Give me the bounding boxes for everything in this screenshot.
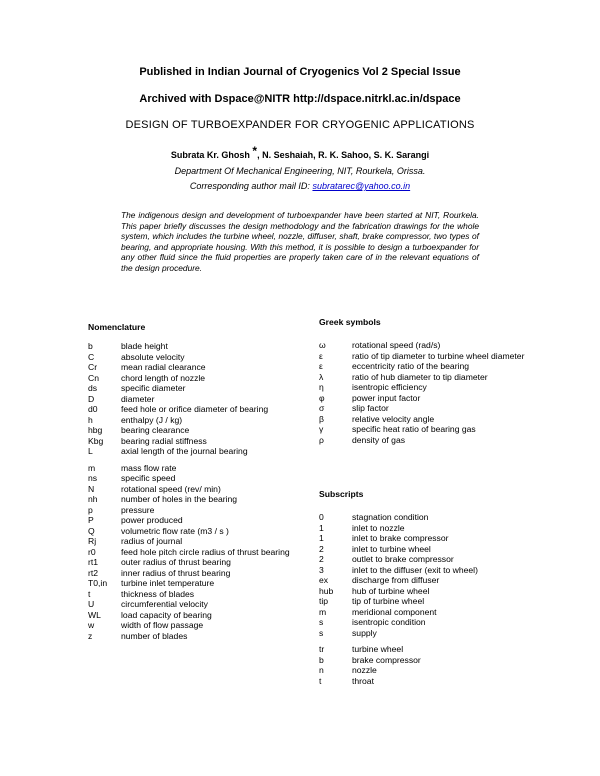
publication-line: Published in Indian Journal of Cryogenics Vol 2 Special Issue bbox=[139, 66, 461, 78]
definition: specific heat ratio of bearing gas bbox=[352, 424, 476, 434]
definition: pressure bbox=[121, 504, 155, 515]
symbol: w bbox=[88, 620, 95, 630]
definition: blade height bbox=[121, 341, 168, 351]
definition: circumferential velocity bbox=[121, 599, 208, 609]
nomenclature-row bbox=[88, 341, 321, 352]
definition: turbine inlet temperature bbox=[121, 578, 215, 588]
greek-list bbox=[319, 340, 532, 445]
nomenclature-row bbox=[88, 547, 321, 558]
subscripts-row bbox=[319, 554, 532, 565]
symbol: ρ bbox=[319, 434, 324, 445]
definition: meridional component bbox=[352, 606, 437, 617]
nomenclature-row bbox=[88, 394, 321, 405]
definition: tip of turbine wheel bbox=[352, 596, 425, 606]
definition: isentropic condition bbox=[352, 617, 426, 627]
definition: outlet to brake compressor bbox=[352, 554, 454, 564]
nomenclature-row bbox=[88, 362, 321, 373]
nomenclature-row bbox=[88, 610, 321, 621]
definition: throat bbox=[352, 675, 374, 686]
symbol: m bbox=[88, 462, 96, 473]
greek-row bbox=[319, 361, 532, 372]
definition: discharge from diffuser bbox=[352, 575, 440, 585]
definition: nozzle bbox=[352, 665, 377, 675]
definition: feed hole pitch circle radius of thrust bearing bbox=[121, 546, 290, 557]
definition: eccentricity ratio of the bearing bbox=[352, 361, 470, 371]
symbol: t bbox=[319, 675, 322, 686]
symbol: Cr bbox=[88, 362, 98, 372]
symbol: ε bbox=[319, 361, 323, 371]
greek-heading: Greek symbols bbox=[319, 317, 381, 327]
symbol: γ bbox=[319, 424, 324, 434]
definition: load capacity of bearing bbox=[121, 609, 212, 620]
definition: supply bbox=[352, 627, 377, 638]
greek-row bbox=[319, 351, 532, 362]
symbol: 1 bbox=[319, 533, 324, 543]
email-link[interactable]: subratarec@yahoo.co.in bbox=[312, 181, 411, 191]
definition: volumetric flow rate (m3 / s ) bbox=[121, 525, 229, 536]
corresponding-author bbox=[0, 181, 600, 191]
symbol: hbg bbox=[88, 425, 103, 435]
definition: inlet to nozzle bbox=[352, 522, 405, 533]
symbol: ds bbox=[88, 383, 98, 393]
symbol: U bbox=[88, 599, 95, 609]
symbol: p bbox=[88, 504, 93, 515]
subscripts-row bbox=[319, 523, 532, 534]
symbol: WL bbox=[88, 609, 101, 620]
subscripts-row bbox=[319, 644, 532, 655]
symbol: 1 bbox=[319, 522, 324, 533]
symbol: r0 bbox=[88, 546, 96, 557]
subscripts-row bbox=[319, 596, 532, 607]
definition: hub of turbine wheel bbox=[352, 585, 430, 596]
definition: rotational speed (rev/ min) bbox=[121, 483, 221, 494]
definition: radius of journal bbox=[121, 536, 183, 546]
nomenclature-row bbox=[88, 578, 321, 589]
nomenclature-row bbox=[88, 415, 321, 426]
greek-row bbox=[319, 382, 532, 393]
nomenclature-row bbox=[88, 557, 321, 568]
symbol: nh bbox=[88, 494, 98, 504]
nomenclature-row bbox=[88, 473, 321, 484]
symbol: ε bbox=[319, 350, 323, 361]
subscripts-row bbox=[319, 586, 532, 597]
definition: width of flow passage bbox=[121, 620, 204, 630]
symbol: L bbox=[88, 446, 93, 456]
symbol: η bbox=[319, 382, 324, 392]
symbol: h bbox=[88, 414, 93, 425]
symbol: Rj bbox=[88, 536, 97, 546]
symbol: d0 bbox=[88, 404, 98, 414]
definition: bearing radial stiffness bbox=[121, 435, 207, 446]
definition: stagnation condition bbox=[352, 512, 429, 522]
symbol: tr bbox=[319, 644, 325, 654]
nomenclature-row bbox=[88, 568, 321, 579]
definition: isentropic efficiency bbox=[352, 382, 427, 392]
subscripts-row bbox=[319, 575, 532, 586]
symbol: N bbox=[88, 483, 95, 494]
definition: feed hole or orifice diameter of bearing bbox=[121, 404, 269, 414]
definition: turbine wheel bbox=[352, 644, 404, 654]
subscripts-row bbox=[319, 533, 532, 544]
definition: power input factor bbox=[352, 392, 421, 403]
nomenclature-row bbox=[88, 599, 321, 610]
definition: density of gas bbox=[352, 434, 406, 445]
nomenclature-row bbox=[88, 526, 321, 537]
authors-line bbox=[0, 144, 600, 161]
authors-first: Subrata Kr. Ghosh bbox=[170, 150, 250, 160]
nomenclature-row bbox=[88, 631, 321, 642]
definition: inlet to brake compressor bbox=[352, 533, 449, 543]
subscripts-list bbox=[319, 512, 532, 686]
subscripts-row bbox=[319, 565, 532, 576]
symbol: D bbox=[88, 393, 95, 404]
symbol: Kbg bbox=[88, 435, 104, 446]
symbol: λ bbox=[319, 371, 324, 382]
subscripts-row bbox=[319, 655, 532, 666]
nomenclature-row bbox=[88, 515, 321, 526]
subscripts-heading: Subscripts bbox=[319, 489, 364, 499]
symbol: 2 bbox=[319, 554, 324, 564]
definition: mass flow rate bbox=[121, 462, 177, 473]
greek-row bbox=[319, 424, 532, 435]
symbol: Q bbox=[88, 525, 95, 536]
greek-row bbox=[319, 435, 532, 446]
definition: ratio of tip diameter to turbine wheel diameter bbox=[352, 350, 525, 361]
nomenclature-row bbox=[88, 620, 321, 631]
nomenclature-row bbox=[88, 404, 321, 415]
subscripts-row bbox=[319, 544, 532, 555]
definition: specific speed bbox=[121, 473, 176, 483]
symbol: 0 bbox=[319, 512, 324, 522]
symbol: s bbox=[319, 627, 324, 638]
symbol: hub bbox=[319, 585, 334, 596]
definition: number of holes in the bearing bbox=[121, 494, 238, 504]
subscripts-row bbox=[319, 617, 532, 628]
symbol: t bbox=[88, 588, 91, 599]
nomenclature-row bbox=[88, 383, 321, 394]
definition: diameter bbox=[121, 393, 155, 404]
subscripts-row bbox=[319, 665, 532, 676]
definition: chord length of nozzle bbox=[121, 372, 206, 383]
symbol: z bbox=[88, 630, 93, 641]
archive-line: Archived with Dspace@NITR http://dspace.nitrkl.ac.in/dspace bbox=[139, 93, 461, 105]
definition: outer radius of thrust bearing bbox=[121, 557, 231, 567]
greek-row bbox=[319, 393, 532, 404]
definition: rotational speed (rad/s) bbox=[352, 340, 441, 350]
subscripts-row bbox=[319, 676, 532, 687]
definition: power produced bbox=[121, 515, 183, 525]
symbol: C bbox=[88, 351, 95, 362]
symbol: 2 bbox=[319, 543, 324, 554]
symbol: P bbox=[88, 515, 94, 525]
nomenclature-row bbox=[88, 373, 321, 384]
symbol: m bbox=[319, 606, 327, 617]
greek-row bbox=[319, 414, 532, 425]
nomenclature-row bbox=[88, 352, 321, 363]
definition: inlet to the diffuser (exit to wheel) bbox=[352, 564, 478, 575]
author-asterisk: * bbox=[252, 144, 258, 158]
nomenclature-row bbox=[88, 536, 321, 547]
definition: axial length of the journal bearing bbox=[121, 446, 248, 456]
symbol: ex bbox=[319, 575, 329, 585]
definition: ratio of hub diameter to tip diameter bbox=[352, 371, 488, 382]
definition: brake compressor bbox=[352, 654, 421, 665]
definition: thickness of blades bbox=[121, 588, 195, 599]
greek-row bbox=[319, 340, 532, 351]
symbol: tip bbox=[319, 596, 329, 606]
nomenclature-heading: Nomenclature bbox=[88, 322, 146, 332]
definition: inlet to turbine wheel bbox=[352, 543, 431, 554]
definition: number of blades bbox=[121, 630, 188, 641]
nomenclature-row bbox=[88, 425, 321, 436]
symbol: ω bbox=[319, 340, 326, 350]
symbol: ns bbox=[88, 473, 98, 483]
symbol: rt1 bbox=[88, 557, 99, 567]
greek-row bbox=[319, 403, 532, 414]
nomenclature-row bbox=[88, 446, 321, 457]
symbol: σ bbox=[319, 403, 325, 413]
nomenclature-row bbox=[88, 436, 321, 447]
definition: slip factor bbox=[352, 403, 389, 413]
symbol: n bbox=[319, 665, 324, 675]
symbol: b bbox=[88, 341, 93, 351]
symbol: 3 bbox=[319, 564, 324, 575]
department: Department Of Mechanical Engineering, NIT, Rourkela, Orissa. bbox=[174, 166, 426, 176]
definition: inner radius of thrust bearing bbox=[121, 567, 231, 578]
nomenclature-row bbox=[88, 463, 321, 474]
symbol: s bbox=[319, 617, 324, 627]
symbol: rt2 bbox=[88, 567, 99, 578]
subscripts-row bbox=[319, 512, 532, 523]
nomenclature-row bbox=[88, 484, 321, 495]
definition: absolute velocity bbox=[121, 351, 185, 362]
subscripts-row bbox=[319, 628, 532, 639]
symbol: φ bbox=[319, 392, 325, 403]
corresponding-label: Corresponding author mail ID: bbox=[189, 181, 310, 191]
definition: bearing clearance bbox=[121, 425, 190, 435]
definition: mean radial clearance bbox=[121, 362, 206, 372]
paper-title: DESIGN OF TURBOEXPANDER FOR CRYOGENIC APPLICATIONS bbox=[125, 119, 475, 131]
definition: enthalpy (J / kg) bbox=[121, 414, 183, 425]
subscripts-row bbox=[319, 607, 532, 618]
symbol: Cn bbox=[88, 372, 99, 383]
greek-row bbox=[319, 372, 532, 383]
symbol: T0,in bbox=[88, 578, 108, 588]
nomenclature-row bbox=[88, 589, 321, 600]
symbol: b bbox=[319, 654, 324, 665]
definition: relative velocity angle bbox=[352, 413, 435, 424]
authors-rest: , N. Seshaiah, R. K. Sahoo, S. K. Sarangi bbox=[257, 150, 430, 160]
symbol: β bbox=[319, 413, 324, 424]
definition: specific diameter bbox=[121, 383, 186, 393]
nomenclature-row bbox=[88, 505, 321, 516]
abstract: The indigenous design and development of turboexpander have been started at NIT, Rourkela. This paper briefly discusses the design methodology and the fabrication drawings for the whole system, which includes the turbine wheel, nozzle, diffuser, shaft, brake compressor, two types of bearing, and appropriate housing. With this method, it is possible to design a turboexpander for any other fluid since the fluid properties are properly taken care of in the relevant equations of the design procedure. bbox=[121, 210, 479, 273]
nomenclature-list bbox=[88, 341, 321, 641]
nomenclature-row bbox=[88, 494, 321, 505]
